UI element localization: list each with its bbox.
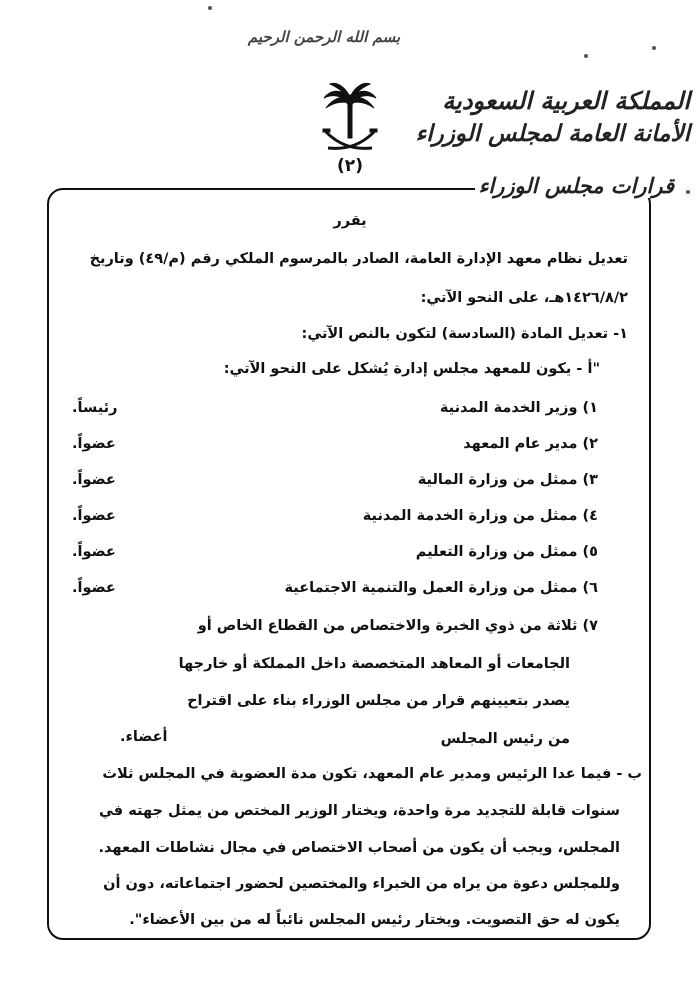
member-role: عضواً. [72,472,116,488]
member-role: رئيساً. [72,400,118,416]
basmala: بسم الله الرحمن الرحيم [247,28,400,46]
speck-1 [208,6,212,10]
secretariat-name: الأمانة العامة لمجلس الوزراء [415,120,690,147]
clause-a: "أ - يكون للمعهد مجلس إدارة يُشكل على النحو الآتي: [223,361,600,377]
member-7-line-2: الجامعات أو المعاهد المتخصصة داخل المملكة أو خارجها [178,656,570,672]
clause-b-line-2: سنوات قابلة للتجديد مرة واحدة، ويختار الوزير المختص من يمثل جهته في [99,803,620,819]
member-item: ٦) ممثل من وزارة العمل والتنمية الاجتماعية [284,580,598,596]
member-role: عضواً. [72,544,116,560]
member-7-line-1: ٧) ثلاثة من ذوي الخبرة والاختصاص من القطاع الخاص أو [197,618,598,634]
clause-b-line-5: يكون له حق التصويت. ويختار رئيس المجلس نائباً له من بين الأعضاء". [129,912,620,928]
decision-label: قرارات مجلس الوزراء [475,173,678,198]
clause-b-line-1: ب - فيما عدا الرئيس ومدير عام المعهد، تكون مدة العضوية في المجلس ثلاث [102,766,642,782]
intro-line-1: تعديل نظام معهد الإدارة العامة، الصادر بالمرسوم الملكي رقم (م/٤٩) وتاريخ [89,251,628,267]
speck-4 [686,190,690,194]
member-role: عضواً. [72,508,116,524]
member-role: عضواً. [72,436,116,452]
member-item: ٢) مدير عام المعهد [463,436,598,452]
member-item: ٣) ممثل من وزارة المالية [417,472,598,488]
member-item: ١) وزير الخدمة المدنية [439,400,598,416]
member-7-role: أعضاء. [120,729,168,745]
member-item: ٥) ممثل من وزارة التعليم [415,544,598,560]
speck-3 [584,54,588,58]
resolves-heading: يقرر [333,213,367,229]
intro-line-2: ١٤٢٦/٨/٢هـ، على النحو الآتي: [420,290,628,306]
member-7-line-4: من رئيس المجلس [440,731,570,747]
kingdom-name: المملكة العربية السعودية [442,86,690,115]
member-7-line-3: يصدر بتعيينهم قرار من مجلس الوزراء بناء على اقتراح [187,693,570,709]
palm-swords-emblem-icon [322,82,378,160]
speck-2 [652,46,656,50]
page-number: (٢) [337,156,363,176]
clause-b-line-4: وللمجلس دعوة من يراه من الخبراء والمختصين لحضور اجتماعاته، دون أن [103,876,620,892]
clause-1: ١- تعديل المادة (السادسة) لتكون بالنص الآتي: [301,326,628,342]
clause-b-line-3: المجلس، ويجب أن يكون من أصحاب الاختصاص في مجال نشاطات المعهد. [98,840,620,856]
member-role: عضواً. [72,580,116,596]
member-item: ٤) ممثل من وزارة الخدمة المدنية [362,508,598,524]
